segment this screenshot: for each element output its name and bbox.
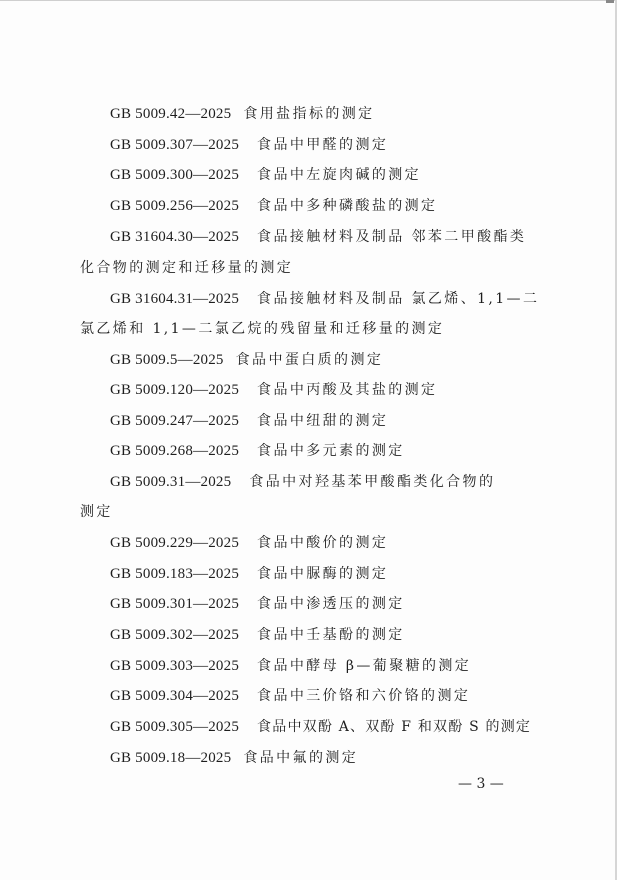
- standard-code: GB 5009.247—2025: [110, 413, 240, 429]
- list-item: [110, 165, 421, 185]
- standard-code: GB 5009.307—2025: [110, 137, 240, 153]
- standard-title: 食品中对羟基苯甲酸酯类化合物的: [249, 474, 496, 490]
- standard-code: GB 5009.302—2025: [110, 627, 240, 643]
- standard-title: 食品中双酚 A、双酚 F 和双酚 S 的测定: [257, 719, 532, 735]
- list-item: [110, 196, 437, 216]
- standard-title: 食品中酸价的测定: [257, 535, 389, 551]
- list-item: [110, 625, 405, 645]
- list-item: [110, 289, 539, 309]
- title-continuation: 氯乙烯和 1,1—二氯乙烷的残留量和迁移量的测定: [80, 321, 445, 337]
- standard-title: 食品中脲酶的测定: [257, 566, 389, 582]
- standard-code: GB 5009.18—2025: [110, 750, 232, 766]
- standard-title: 食品中多元素的测定: [257, 443, 405, 459]
- list-item: [110, 594, 405, 614]
- standard-title: 食品接触材料及制品 邻苯二甲酸酯类: [257, 229, 527, 245]
- standard-title: 食品中三价铬和六价铬的测定: [257, 688, 471, 704]
- standard-title: 食品中渗透压的测定: [257, 596, 405, 612]
- standard-title: 食品中壬基酚的测定: [257, 627, 405, 643]
- standard-code: GB 5009.305—2025: [110, 719, 240, 735]
- standard-title: 食品中多种磷酸盐的测定: [257, 198, 438, 214]
- standard-code: GB 31604.31—2025: [110, 291, 240, 307]
- list-item: [110, 656, 471, 676]
- standard-title: 食品中纽甜的测定: [257, 413, 389, 429]
- standard-code: GB 5009.183—2025: [110, 566, 240, 582]
- standard-code: GB 5009.31—2025: [110, 474, 232, 490]
- standard-code: GB 5009.303—2025: [110, 658, 240, 674]
- standard-title: 食品中蛋白质的测定: [235, 352, 384, 368]
- page-number: — 3 —: [458, 776, 504, 792]
- standard-code: GB 5009.300—2025: [110, 167, 240, 183]
- standard-title: 食品中丙酸及其盐的测定: [257, 382, 438, 398]
- standard-code: GB 5009.120—2025: [110, 382, 240, 398]
- standard-title: 食品中酵母 β—葡聚糖的测定: [257, 658, 472, 674]
- page-top-edge: [0, 0, 617, 1]
- standard-code: GB 5009.301—2025: [110, 596, 240, 612]
- list-item: [110, 748, 358, 768]
- list-item: [110, 472, 495, 492]
- list-item: [110, 717, 531, 737]
- list-item: [110, 533, 388, 553]
- list-item: [110, 104, 375, 124]
- title-continuation: 化合物的测定和迁移量的测定: [80, 260, 294, 276]
- standard-code: GB 5009.5—2025: [110, 352, 224, 368]
- list-item: [110, 350, 383, 370]
- standard-code: GB 5009.229—2025: [110, 535, 240, 551]
- standard-title: 食品接触材料及制品 氯乙烯、1,1—二: [257, 291, 540, 307]
- list-item: [110, 135, 388, 155]
- list-item: [110, 686, 470, 706]
- standard-title: 食品中甲醛的测定: [257, 137, 389, 153]
- title-continuation: 测定: [80, 504, 113, 520]
- list-item: [110, 441, 405, 461]
- list-item: [110, 227, 526, 247]
- standard-title: 食用盐指标的测定: [243, 106, 375, 122]
- list-item: [110, 564, 388, 584]
- list-item: [110, 380, 437, 400]
- standard-title: 食品中氟的测定: [243, 750, 359, 766]
- standard-code: GB 5009.256—2025: [110, 198, 240, 214]
- standard-code: GB 5009.268—2025: [110, 443, 240, 459]
- standard-title: 食品中左旋肉碱的测定: [257, 167, 422, 183]
- standard-code: GB 5009.42—2025: [110, 106, 232, 122]
- list-item: [110, 411, 388, 431]
- scan-corner-mark: [606, 0, 614, 3]
- standard-code: GB 31604.30—2025: [110, 229, 240, 245]
- standard-code: GB 5009.304—2025: [110, 688, 240, 704]
